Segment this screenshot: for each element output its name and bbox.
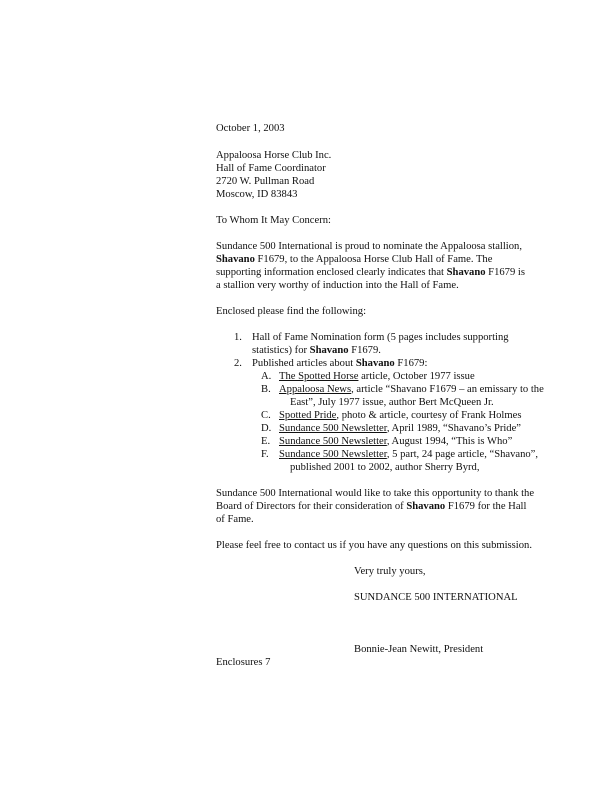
horse-name: Shavano (446, 267, 486, 278)
sub-item: Sundance 500 Newsletter, 5 part, 24 page article, “Shavano”, (279, 449, 539, 460)
recipient-line-4: Moscow, ID 83843 (216, 189, 298, 200)
enclosures-note: Enclosures 7 (216, 657, 271, 668)
list-item: Published articles about Shavano F1679: (252, 358, 428, 369)
intro-paragraph-line: supporting information enclosed clearly indicates that Shavano F1679 is (216, 267, 525, 278)
sub-item: Appaloosa News, article “Shavano F1679 – an emissary to the (279, 384, 544, 395)
thanks-paragraph-line: Board of Directors for their consideration of Shavano F1679 for the Hall (216, 501, 527, 512)
sub-item-letter: D. (261, 423, 272, 434)
horse-name: Shavano (309, 345, 349, 356)
signer-name: Bonnie-Jean Newitt, President (354, 644, 484, 655)
recipient-line-2: Hall of Fame Coordinator (216, 163, 326, 174)
sub-item-letter: F. (261, 449, 269, 460)
contact-paragraph: Please feel free to contact us if you have any questions on this submission. (216, 540, 532, 551)
sub-item-letter: E. (261, 436, 271, 447)
publication-title: Sundance 500 Newsletter (279, 436, 387, 447)
horse-name: Shavano (355, 358, 395, 369)
sub-item-continuation: East”, July 1977 issue, author Bert McQueen Jr. (290, 397, 494, 408)
organization-name: SUNDANCE 500 INTERNATIONAL (354, 592, 518, 603)
thanks-paragraph-line: of Fame. (216, 514, 254, 525)
intro-paragraph-line: Sundance 500 International is proud to nominate the Appaloosa stallion, (216, 241, 522, 252)
intro-paragraph-line: Shavano F1679, to the Appaloosa Horse Club Hall of Fame. The (216, 254, 493, 265)
horse-name: Shavano (216, 254, 255, 265)
publication-title: Appaloosa News (279, 384, 352, 395)
horse-name: Shavano (406, 501, 446, 512)
recipient-line-3: 2720 W. Pullman Road (216, 176, 315, 187)
sub-item-letter: B. (261, 384, 271, 395)
salutation: To Whom It May Concern: (216, 215, 331, 226)
sub-item: Sundance 500 Newsletter, April 1989, “Shavano’s Pride” (279, 423, 522, 434)
letter-date: October 1, 2003 (216, 123, 285, 134)
sub-item: Spotted Pride, photo & article, courtesy of Frank Holmes (279, 410, 522, 421)
recipient-line-1: Appaloosa Horse Club Inc. (216, 150, 332, 161)
thanks-paragraph-line: Sundance 500 International would like to take this opportunity to thank the (216, 488, 535, 499)
publication-title: Spotted Pride (279, 410, 337, 421)
intro-paragraph-line: a stallion very worthy of induction into the Hall of Fame. (216, 280, 459, 291)
publication-title: Sundance 500 Newsletter (279, 449, 387, 460)
sub-item-letter: A. (261, 371, 272, 382)
sub-item: Sundance 500 Newsletter, August 1994, “This is Who” (279, 436, 513, 447)
sub-item-continuation: published 2001 to 2002, author Sherry Byrd, (290, 462, 480, 473)
publication-title: The Spotted Horse (279, 371, 359, 382)
list-number: 2. (234, 358, 242, 369)
publication-title: Sundance 500 Newsletter (279, 423, 387, 434)
closing: Very truly yours, (354, 566, 426, 577)
sub-item: The Spotted Horse article, October 1977 issue (279, 371, 475, 382)
list-number: 1. (234, 332, 242, 343)
enclosed-intro: Enclosed please find the following: (216, 306, 367, 317)
sub-item-letter: C. (261, 410, 271, 421)
list-item: Hall of Fame Nomination form (5 pages includes supporting (252, 332, 509, 343)
list-item-continuation: statistics) for Shavano F1679. (252, 345, 381, 356)
